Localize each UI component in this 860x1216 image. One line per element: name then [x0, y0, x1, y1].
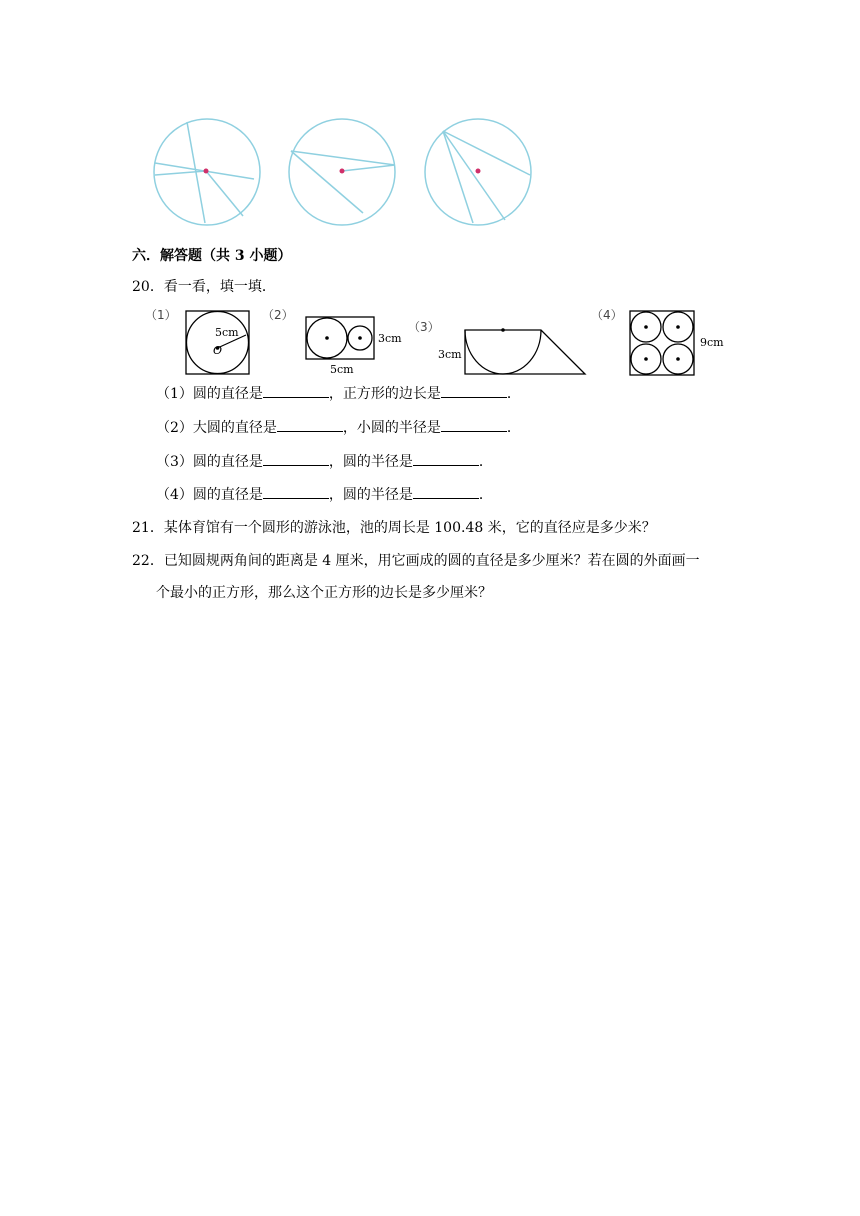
question-number: 20． [132, 279, 164, 295]
item-end: ． [506, 386, 521, 402]
item-text-mid: ，圆的半径是 [328, 487, 413, 503]
question-text-line2: 个最小的正方形，那么这个正方形的边长是多少厘米？ [156, 585, 492, 601]
item-end: ． [478, 487, 493, 503]
question-number: 22． [132, 553, 164, 569]
figure-1-radius-label: 5cm [215, 326, 239, 339]
answer-blank[interactable] [413, 484, 479, 499]
item-number: （3） [156, 454, 193, 470]
item-text-mid: ，小圆的半径是 [342, 420, 441, 436]
answer-blank[interactable] [441, 417, 507, 432]
question-22-continued [156, 583, 492, 603]
answer-blank[interactable] [263, 484, 329, 499]
item-end: ． [478, 454, 493, 470]
q20-item-4 [156, 484, 493, 505]
figure-3-semicircle-trapezoid [463, 326, 589, 378]
item-number: （2） [156, 420, 193, 436]
question-prompt: 看一看，填一填． [163, 279, 276, 295]
section-title: 六．解答题（共 3 小题） [132, 248, 292, 264]
answer-blank[interactable] [277, 417, 343, 432]
figure-2-width-label: 5cm [330, 363, 354, 376]
answer-blank[interactable] [263, 451, 329, 466]
question-number: 21． [132, 520, 164, 536]
q20-figures [145, 306, 735, 378]
figure-2-circles-in-rectangle [305, 316, 377, 362]
figure-1-circle-in-square [185, 310, 253, 376]
chord-circles-figure [145, 113, 545, 233]
center-dot-3 [476, 169, 481, 174]
q20-item-1 [156, 383, 521, 404]
figure-3-height-label: 3cm [438, 348, 462, 361]
item-text: 大圆的直径是 [192, 420, 277, 436]
item-end: ． [506, 420, 521, 436]
question-text-line1: 已知圆规两角间的距离是 4 厘米，用它画成的圆的直径是多少厘米？若在圆的外面画一 [163, 553, 700, 569]
item-text: 圆的直径是 [192, 454, 263, 470]
question-21 [132, 518, 656, 538]
center-dot-2 [340, 169, 345, 174]
item-number: （1） [156, 386, 193, 402]
question-text: 某体育馆有一个圆形的游泳池，池的周长是 100.48 米，它的直径应是多少米？ [163, 520, 656, 536]
question-20 [132, 277, 276, 297]
answer-blank[interactable] [413, 451, 479, 466]
figure-label-3: （3） [408, 320, 440, 334]
question-22 [132, 551, 700, 571]
figure-2-height-label: 3cm [378, 332, 402, 345]
item-number: （4） [156, 487, 193, 503]
figure-label-1: （1） [145, 308, 177, 322]
item-text-mid: ，圆的半径是 [328, 454, 413, 470]
q20-item-2 [156, 417, 521, 438]
center-dot-1 [204, 169, 209, 174]
figure-label-2: （2） [262, 308, 294, 322]
answer-blank[interactable] [441, 383, 507, 398]
figure-1-center-label: O [213, 344, 223, 357]
answer-blank[interactable] [263, 383, 329, 398]
item-text: 圆的直径是 [192, 386, 263, 402]
q20-item-3 [156, 451, 493, 472]
figure-label-4: （4） [591, 308, 623, 322]
figure-4-side-label: 9cm [700, 336, 724, 349]
figure-4-four-circles-in-square [629, 310, 697, 376]
item-text-mid: ，正方形的边长是 [328, 386, 441, 402]
item-text: 圆的直径是 [192, 487, 263, 503]
